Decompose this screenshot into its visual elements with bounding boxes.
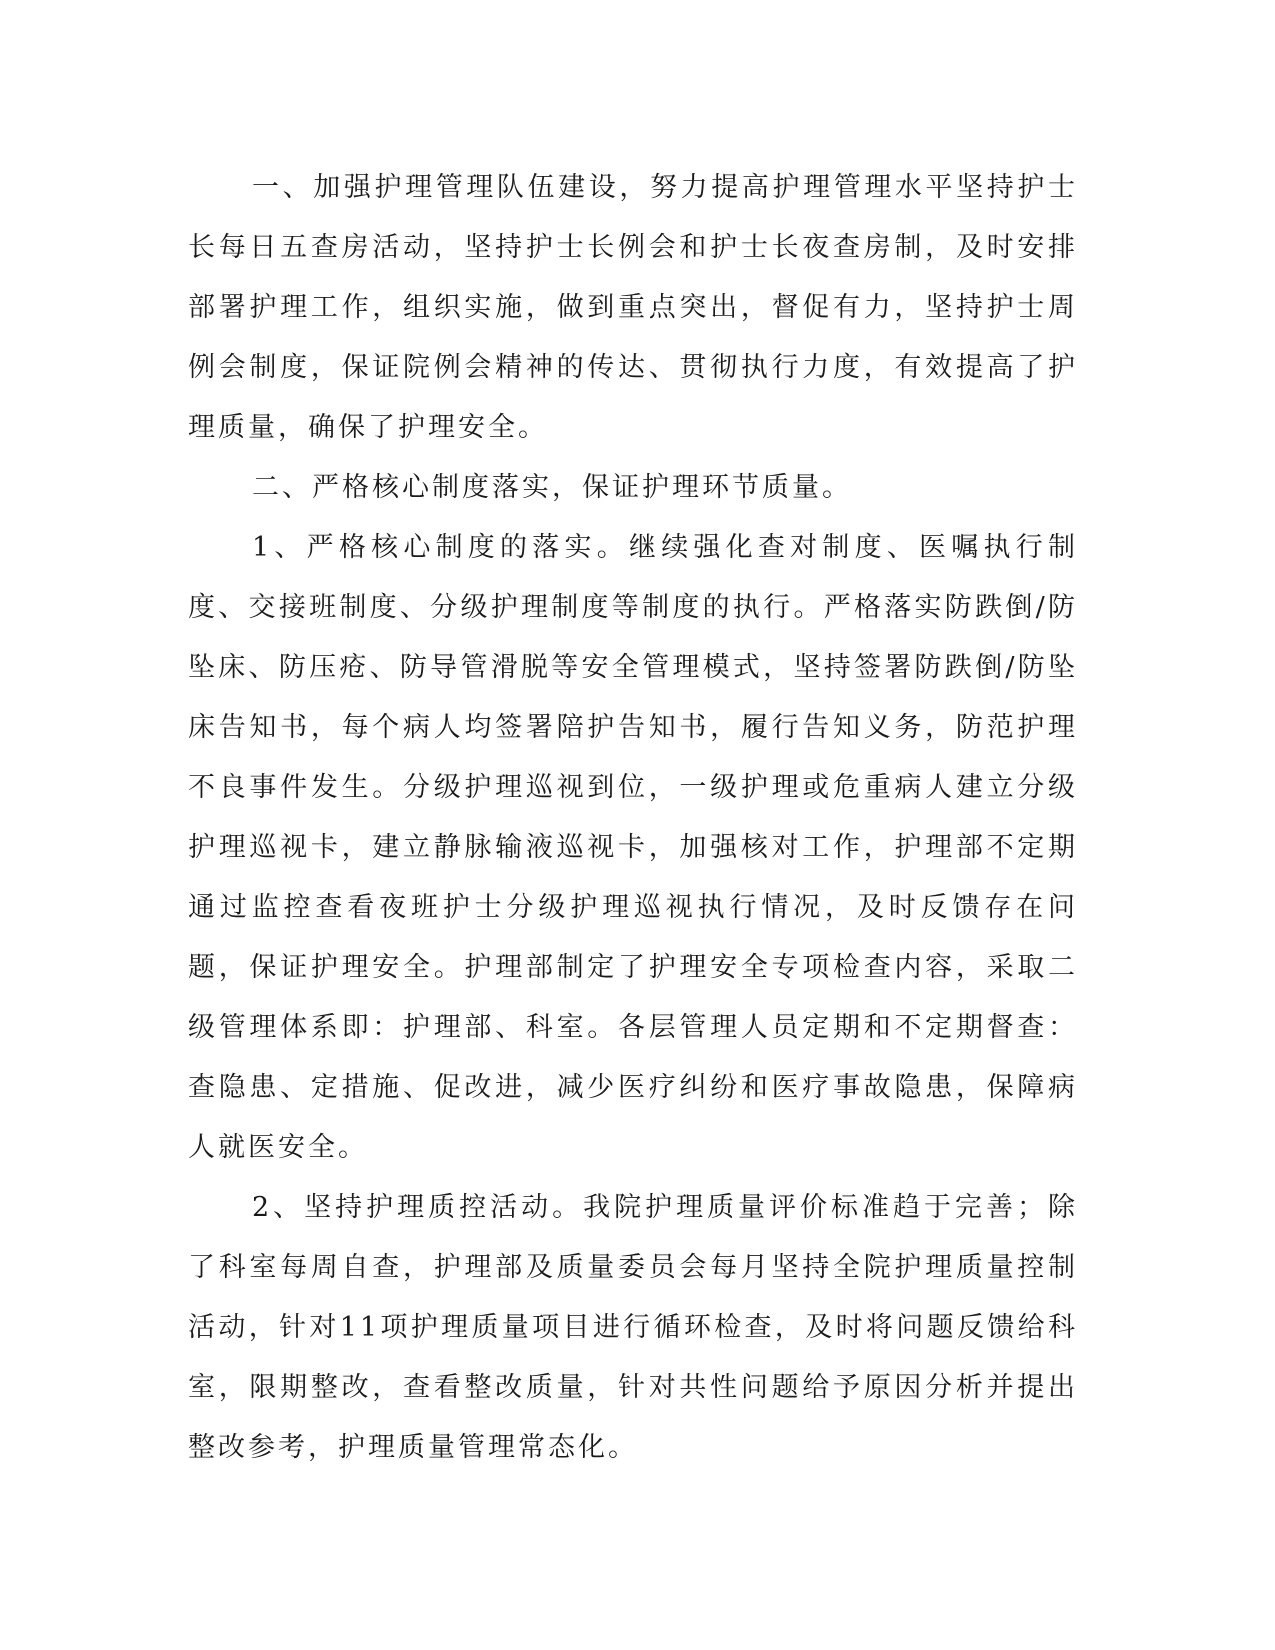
document-body — [188, 158, 1078, 1478]
paragraph-2: 二、严格核心制度落实，保证护理环节质量。 — [252, 472, 852, 503]
paragraph-3: 1、严格核心制度的落实。继续强化查对制度、医嘱执行制度、交接班制度、分级护理制度等制度的执行。严格落实防跌倒/防坠床、防压疮、防导管滑脱等安全管理模式，坚持签署防跌倒/防坠床告知书，每个病人均签署陪护告知书，履行告知义务，防范护理不良事件发生。分级护理巡视到位，一级护理或危重病人建立分级护理巡视卡，建立静脉输液巡视卡，加强核对工作，护理部不定期通过监控查看夜班护士分级护理巡视执行情况，及时反馈存在问题，保证护理安全。护理部制定了护理安全专项检查内容，采取二级管理体系即：护理部、科室。各层管理人员定期和不定期督查：查隐患、定措施、促改进，减少医疗纠纷和医疗事故隐患，保障病人就医安全。 — [188, 532, 1078, 1163]
paragraph-4: 2、坚持护理质控活动。我院护理质量评价标准趋于完善；除了科室每周自查，护理部及质量委员会每月坚持全院护理质量控制活动，针对11项护理质量项目进行循环检查，及时将问题反馈给科室，限期整改，查看整改质量，针对共性问题给予原因分析并提出整改参考，护理质量管理常态化。 — [188, 1192, 1078, 1463]
paragraph-1: 一、加强护理管理队伍建设，努力提高护理管理水平坚持护士长每日五查房活动，坚持护士长例会和护士长夜查房制，及时安排部署护理工作，组织实施，做到重点突出，督促有力，坚持护士周例会制度，保证院例会精神的传达、贯彻执行力度，有效提高了护理质量，确保了护理安全。 — [188, 172, 1078, 443]
